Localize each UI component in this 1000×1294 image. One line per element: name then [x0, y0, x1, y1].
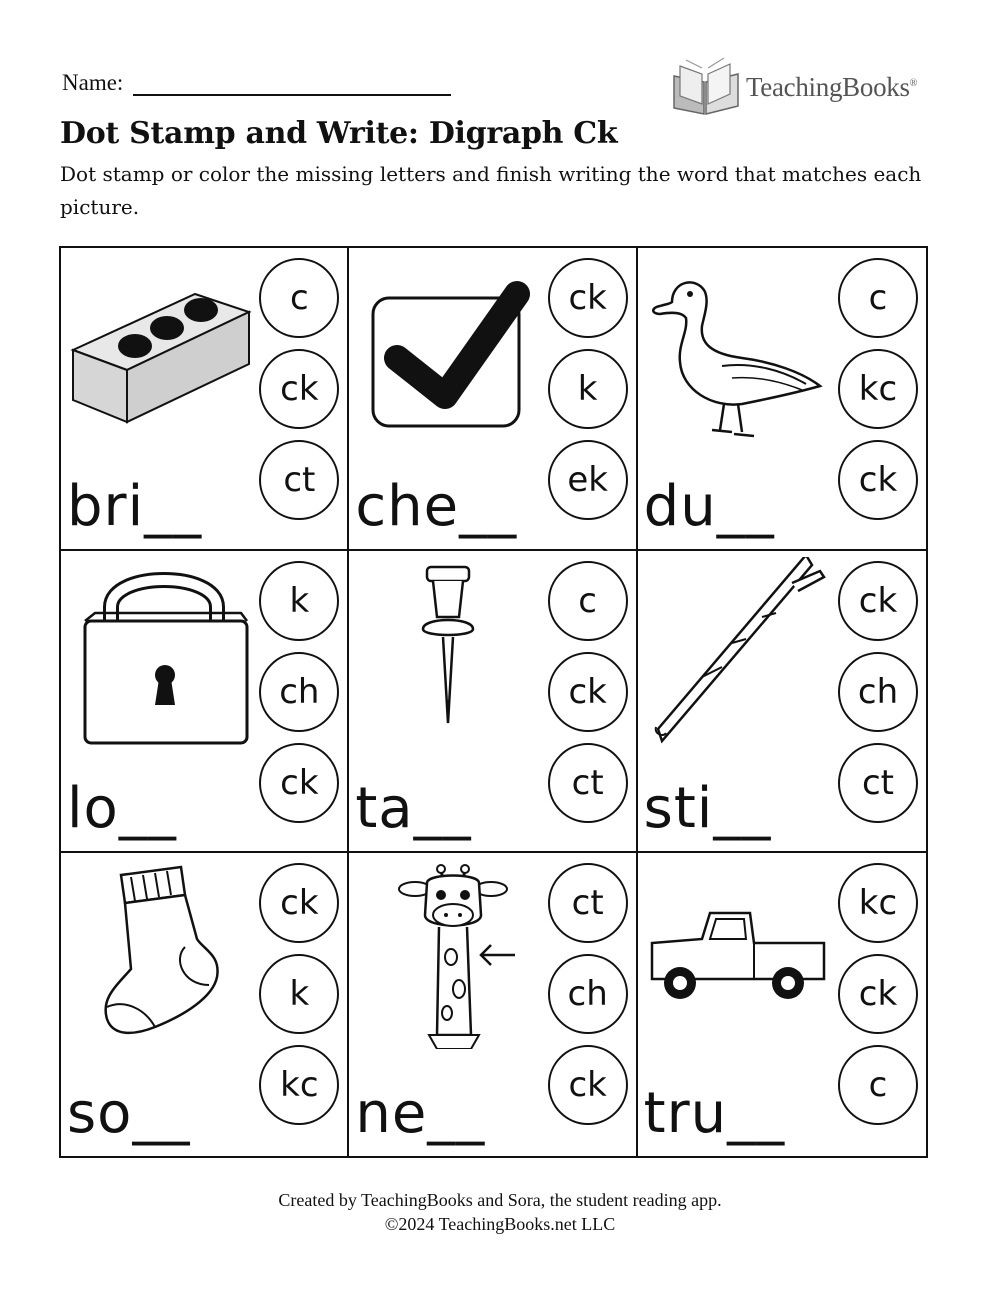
word-prompt: sti__: [643, 776, 772, 842]
stick-picture: [642, 557, 832, 747]
letter-options: [548, 863, 630, 1125]
option-bubble[interactable]: kc: [838, 863, 918, 943]
word-prompt: tru__: [643, 1080, 786, 1146]
open-book-icon: [668, 52, 748, 122]
thumbtack-picture: [353, 557, 543, 747]
option-bubble[interactable]: ct: [548, 743, 628, 823]
option-bubble[interactable]: ct: [838, 743, 918, 823]
word-cell: [61, 551, 349, 854]
option-bubble[interactable]: ch: [259, 652, 339, 732]
option-bubble[interactable]: k: [548, 349, 628, 429]
brick-picture: [65, 254, 255, 444]
registered-mark: ®: [909, 78, 917, 89]
word-cell: [61, 248, 349, 551]
credits-footer: [0, 1188, 1000, 1236]
word-prompt: bri__: [67, 473, 203, 539]
giraffe-neck-picture: [353, 859, 543, 1049]
sock-picture: [65, 859, 255, 1049]
option-bubble[interactable]: ck: [259, 743, 339, 823]
letter-options: [259, 258, 341, 520]
worksheet-instructions: Dot stamp or color the missing letters and finish writing the word that matches each picture.: [60, 162, 922, 219]
word-cell: [349, 248, 637, 551]
option-bubble[interactable]: ck: [259, 863, 339, 943]
option-bubble[interactable]: ek: [548, 440, 628, 520]
option-bubble[interactable]: ct: [259, 440, 339, 520]
option-bubble[interactable]: c: [838, 1045, 918, 1125]
option-bubble[interactable]: c: [548, 561, 628, 641]
word-prompt: lo__: [67, 776, 177, 842]
word-cell: [638, 853, 926, 1156]
option-bubble[interactable]: c: [838, 258, 918, 338]
letter-options: [838, 561, 920, 823]
truck-picture: [642, 859, 832, 1049]
letter-options: [838, 863, 920, 1125]
copyright-line: ©2024 TeachingBooks.net LLC: [384, 1214, 616, 1234]
name-label: Name:: [62, 70, 124, 95]
word-grid: [59, 246, 928, 1158]
letter-options: [259, 863, 341, 1125]
option-bubble[interactable]: k: [259, 954, 339, 1034]
teachingbooks-logo: [668, 52, 938, 122]
option-bubble[interactable]: ck: [548, 258, 628, 338]
word-cell: [638, 551, 926, 854]
option-bubble[interactable]: ct: [548, 863, 628, 943]
name-write-line[interactable]: [133, 72, 451, 96]
option-bubble[interactable]: ck: [259, 349, 339, 429]
worksheet-title: Dot Stamp and Write: Digraph Ck: [60, 116, 618, 151]
option-bubble[interactable]: ch: [548, 954, 628, 1034]
word-prompt: ne__: [355, 1080, 486, 1146]
word-cell: [61, 853, 349, 1156]
word-prompt: du__: [643, 473, 775, 539]
word-cell: [638, 248, 926, 551]
word-prompt: so__: [67, 1080, 191, 1146]
option-bubble[interactable]: kc: [259, 1045, 339, 1125]
option-bubble[interactable]: ck: [548, 652, 628, 732]
check-mark-picture: [353, 254, 543, 444]
option-bubble[interactable]: c: [259, 258, 339, 338]
option-bubble[interactable]: ch: [838, 652, 918, 732]
letter-options: [548, 258, 630, 520]
letter-options: [838, 258, 920, 520]
option-bubble[interactable]: kc: [838, 349, 918, 429]
option-bubble[interactable]: ck: [838, 440, 918, 520]
option-bubble[interactable]: k: [259, 561, 339, 641]
credits-line: Created by TeachingBooks and Sora, the student reading app.: [278, 1190, 722, 1210]
word-cell: [349, 853, 637, 1156]
word-cell: [349, 551, 637, 854]
word-prompt: che__: [355, 473, 518, 539]
option-bubble[interactable]: ck: [838, 561, 918, 641]
option-bubble[interactable]: ck: [838, 954, 918, 1034]
duck-picture: [642, 254, 832, 444]
logo-wordmark: TeachingBooks: [746, 72, 910, 102]
padlock-picture: [65, 557, 255, 747]
option-bubble[interactable]: ck: [548, 1045, 628, 1125]
letter-options: [548, 561, 630, 823]
word-prompt: ta__: [355, 776, 472, 842]
name-field-row: [62, 70, 451, 96]
letter-options: [259, 561, 341, 823]
